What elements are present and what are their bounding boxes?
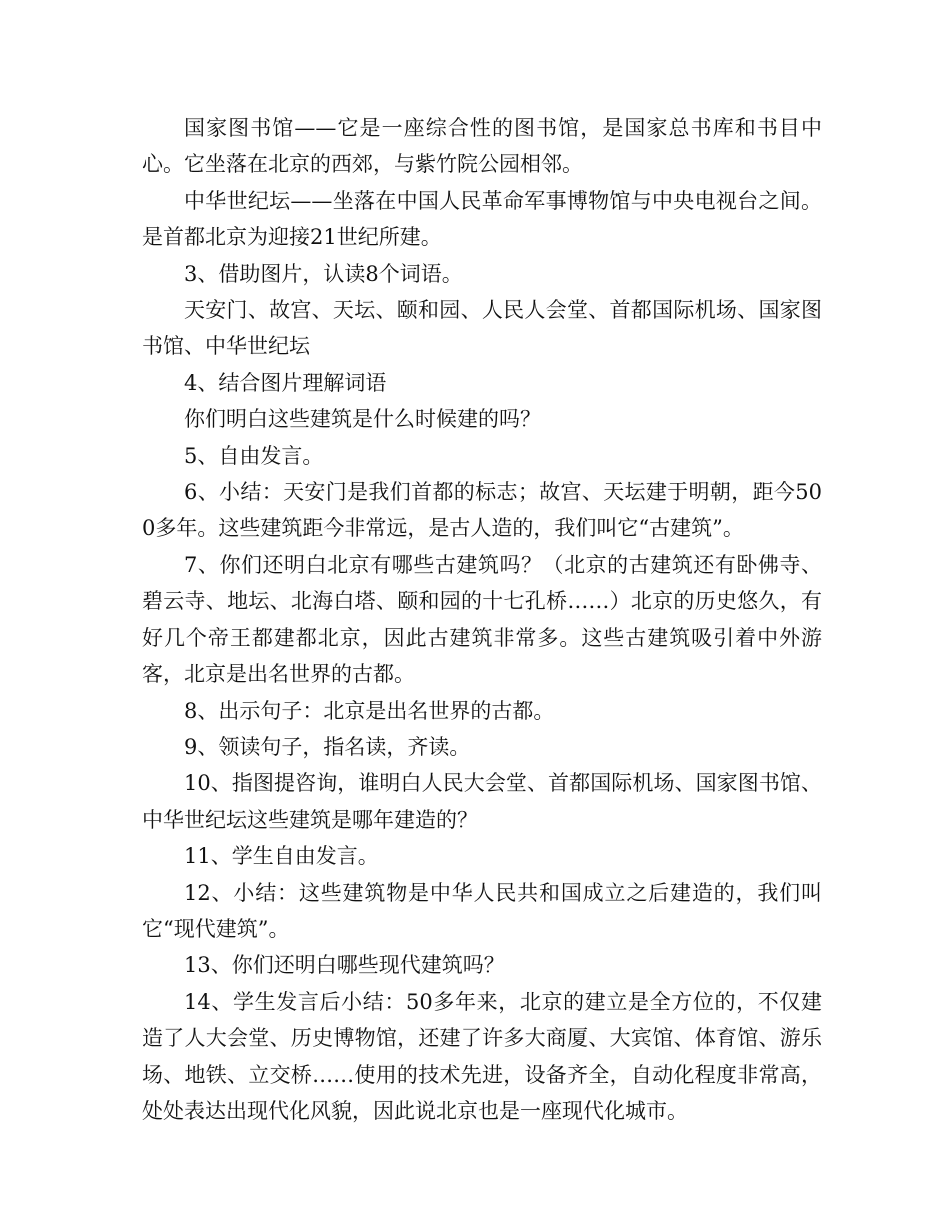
paragraph-century-altar: 中华世纪坛——坐落在中国人民革命军事博物馆与中央电视台之间。是首都北京为迎接21世纪所建。: [142, 188, 822, 250]
step-4-understand-words: 4、结合图片理解词语: [184, 370, 387, 395]
step-9-read-sentence: 9、领读句子，指名读，齐读。: [184, 734, 471, 759]
step-6-summary: 6、小结：天安门是我们首都的标志；故宫、天坛建于明朝，距今500多年。这些建筑距今非常远，是古人造的，我们叫它“古建筑”。: [142, 480, 822, 541]
paragraph-national-library: 国家图书馆——它是一座综合性的图书馆，是国家总书库和书目中心。它坐落在北京的西郊，与紫竹院公园相邻。: [142, 116, 822, 177]
step-7-ancient-buildings: 7、你们还明白北京有哪些古建筑吗？（北京的古建筑还有卧佛寺、碧云寺、地坛、北海白塔、颐和园的十七孔桥……）北京的历史悠久，有好几个帝王都建都北京，因此古建筑非常多。这些古建筑吸引着中外游客，北京是出名世界的古都。: [142, 552, 822, 687]
question-when-built: 你们明白这些建筑是什么时候建的吗？: [184, 407, 541, 432]
step-5-free-speech: 5、自由发言。: [184, 443, 324, 468]
step-10-ask-question: 10、指图提咨询，谁明白人民大会堂、首都国际机场、国家图书馆、中华世纪坛这些建筑是哪年建造的？: [142, 771, 822, 832]
step-8-show-sentence: 8、出示句子：北京是出名世界的古都。: [184, 698, 555, 723]
step-3-read-words: 3、借助图片，认读8个词语。: [184, 261, 463, 286]
step-13-modern-buildings: 13、你们还明白哪些现代建筑吗？: [184, 953, 505, 978]
step-12-summary: 12、小结：这些建筑物是中华人民共和国成立之后建造的，我们叫它“现代建筑”。: [142, 880, 822, 941]
step-11-free-speech: 11、学生自由发言。: [184, 844, 379, 869]
document-body: [142, 110, 822, 1129]
word-list: 天安门、故宫、天坛、颐和园、人民人会堂、首都国际机场、国家图书馆、中华世纪坛: [142, 298, 822, 359]
step-14-summary: 14、学生发言后小结：50多年来，北京的建立是全方位的，不仅建造了人大会堂、历史博物馆，还建了许多大商厦、大宾馆、体育馆、游乐场、地铁、立交桥……使用的技术先进，设备齐全，自动化程度非常高，处处表达出现代化风貌，因此说北京也是一座现代化城市。: [142, 989, 822, 1123]
